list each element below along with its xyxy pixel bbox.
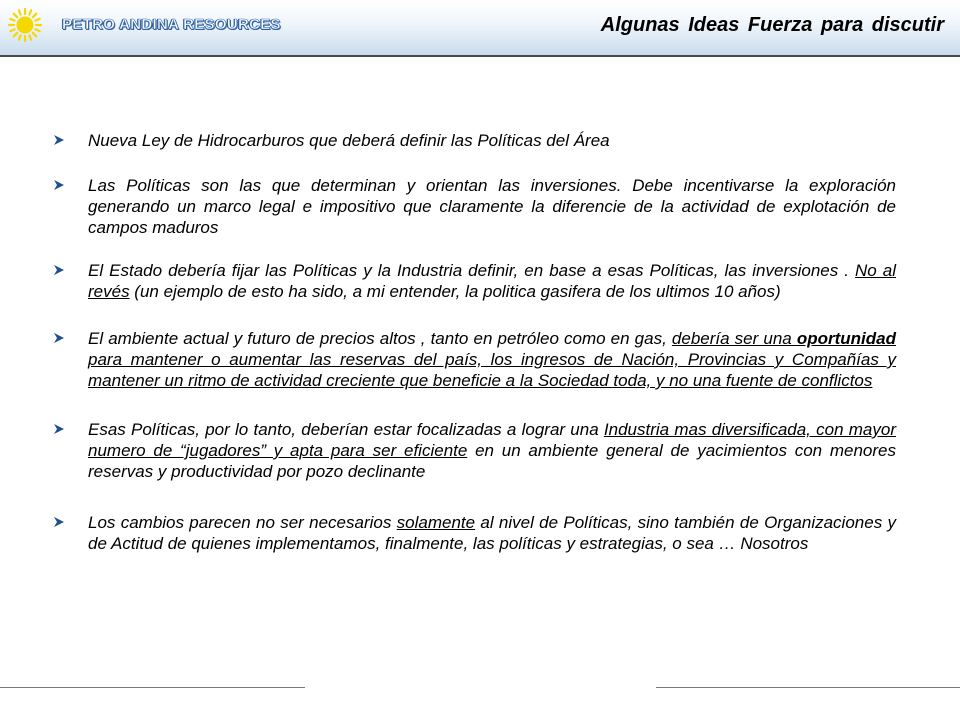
bullet-text: Industria mas diversificada, con mayor numero de “jugadores” y apta para ser eficiente: [88, 420, 897, 460]
brand-name: PETRO ANDINA RESOURCES: [62, 16, 281, 33]
bullet-text: No al revés: [88, 261, 896, 301]
footer-divider-left: [0, 687, 305, 688]
bullet-text: para mantener o aumentar las reservas del país, los ingresos de Nación, Provincias y Compañías y mantener un ritmo de actividad creciente que beneficie a la Sociedad toda, y no una fuente de conflictos: [88, 350, 896, 390]
header-bar: [0, 0, 960, 55]
bullet-item: [52, 419, 896, 482]
bullet-text: Nueva Ley de Hidrocarburos que deberá definir las Políticas del Área: [88, 131, 610, 150]
bullet-text: El Estado debería fijar las Políticas y la Industria definir, en base a esas Políticas, las inversiones .: [88, 261, 856, 280]
bullet-item: [52, 512, 896, 554]
bullet-text: El ambiente actual y futuro de precios altos , tanto en petróleo como en gas,: [88, 329, 672, 348]
bullet-text: Los cambios parecen no ser necesarios: [88, 513, 397, 532]
arrow-bullet-icon: [52, 263, 66, 277]
bullet-item: [52, 328, 896, 391]
bullet-item: [52, 260, 896, 302]
arrow-bullet-icon: [52, 331, 66, 345]
bullet-text: Las Políticas son las que determinan y orientan las inversiones. Debe incentivarse la exploración generando un marco legal e impositivo que claramente la diferencie de la actividad de explotación de campos maduros: [88, 176, 896, 237]
sun-logo-icon: [8, 8, 42, 42]
bullet-list: [52, 130, 896, 554]
footer-divider-right: [656, 687, 960, 688]
bullet-text: (un ejemplo de esto ha sido, a mi entender, la politica gasifera de los ultimos 10 años): [129, 282, 781, 301]
bullet-text: solamente: [396, 513, 476, 532]
page-title: Algunas Ideas Fuerza para discutir: [600, 14, 944, 36]
header-divider: [0, 55, 960, 57]
bullet-text: en un ambiente general de yacimientos con menores reservas y productividad por pozo declinante: [88, 441, 896, 481]
arrow-bullet-icon: [52, 422, 66, 436]
bullet-text: Esas Políticas, por lo tanto, deberían estar focalizadas a lograr una: [88, 420, 604, 439]
bullet-item: [52, 175, 896, 238]
bullet-text: debería ser una: [671, 329, 797, 348]
bullet-item: [52, 130, 896, 151]
arrow-bullet-icon: [52, 515, 66, 529]
bullet-text: oportunidad: [796, 329, 896, 348]
arrow-bullet-icon: [52, 133, 66, 147]
bullet-text: al nivel de Políticas, sino también de Organizaciones y de Actitud de quienes implementamos, finalmente, las políticas y estrategias, o sea … Nosotros: [88, 513, 896, 553]
arrow-bullet-icon: [52, 178, 66, 192]
